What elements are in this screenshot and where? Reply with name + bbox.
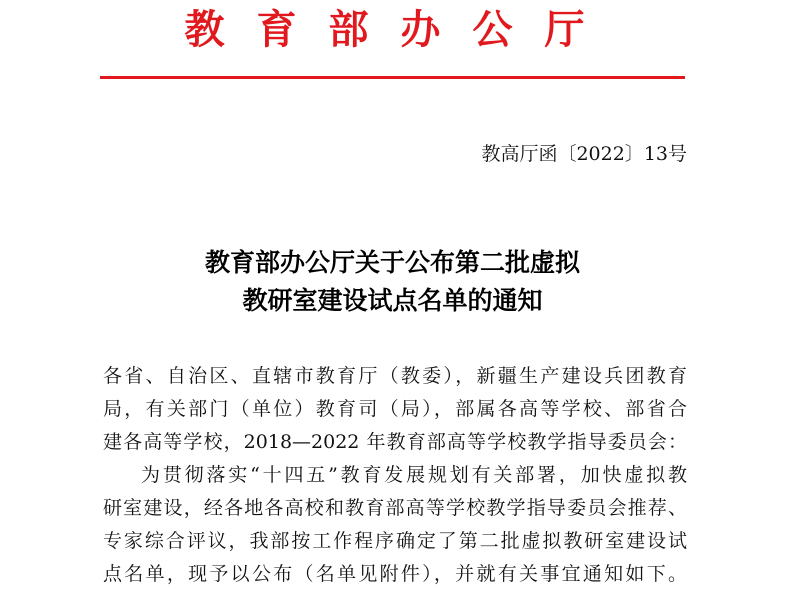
document-title [0,244,785,320]
paragraph-line: 点名单，现予以公布（名单见附件），并就有关事宜通知如下。 [103,563,687,585]
header-red-rule [100,76,685,79]
issuer-header: 教育部办公厅 [184,6,617,53]
document-body [103,360,687,591]
paragraph-line: 为贯彻落实“十四五”教育发展规划有关部署，加快虚拟教 [141,464,687,486]
paragraph-line: 研室建设，经各地各高校和教育部高等学校教学指导委员会推荐、 [103,497,687,519]
salutation-line: 建各高等学校，2018—2022 年教育部高等学校教学指导委员会： [103,431,687,453]
document-title-line: 教研室建设试点名单的通知 [242,286,543,315]
document-number: 教高厅函〔2022〕13号 [481,143,687,165]
document-title-line: 教育部办公厅关于公布第二批虚拟 [204,248,580,277]
salutation-line: 各省、自治区、直辖市教育厅（教委），新疆生产建设兵团教育 [103,365,687,387]
paragraph-line: 专家综合评议，我部按工作程序确定了第二批虚拟教研室建设试 [103,530,687,552]
salutation-line: 局，有关部门（单位）教育司（局），部属各高等学校、部省合 [103,398,687,420]
